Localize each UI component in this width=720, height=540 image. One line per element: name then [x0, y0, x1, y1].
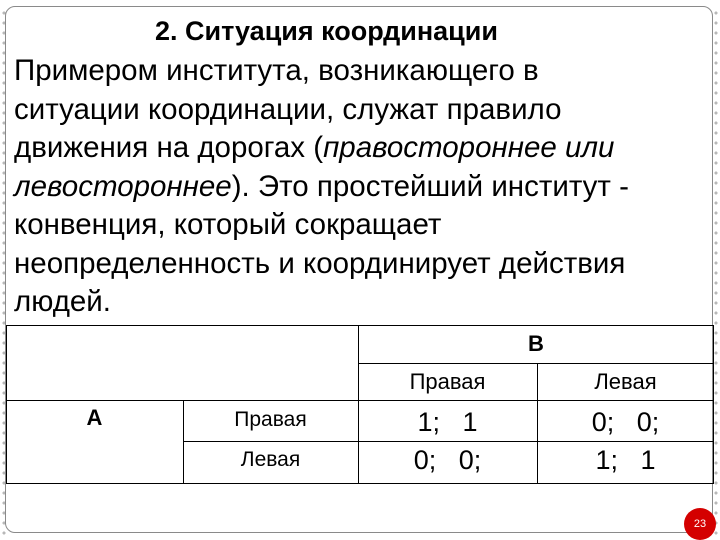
- row-divider-line: [183, 441, 714, 442]
- payoff-left-left: [537, 444, 714, 476]
- slide-paragraph: [14, 52, 712, 322]
- payoff-left-right: [358, 444, 537, 476]
- table-bottom-line: [6, 483, 714, 484]
- table-left-line: [6, 325, 7, 483]
- payoff-b-value: 1: [462, 407, 478, 437]
- table-top-line: [6, 325, 714, 326]
- column-header-right: Правая: [409, 369, 486, 394]
- row-label-right: Правая: [234, 408, 307, 431]
- payoff-a-value: 1;: [595, 445, 618, 475]
- slide-title: 2. Ситуация координации: [155, 16, 498, 46]
- payoff-b-value: 1: [640, 445, 656, 475]
- player-a-label: A: [86, 405, 103, 430]
- column-header-left: Левая: [594, 369, 657, 394]
- row-label-left: Левая: [240, 448, 301, 471]
- payoff-a-value: 0;: [413, 445, 437, 475]
- italic-term-left-hand: левостороннее: [14, 169, 232, 203]
- paragraph-line-6: неопределенность и координирует действия: [14, 246, 626, 280]
- paragraph-line-3: движения на дорогах (: [14, 131, 324, 164]
- paragraph-line-1: Примером института, возникающего в: [14, 54, 539, 87]
- paragraph-line-5: конвенция, который сокращает: [14, 208, 442, 241]
- page-number-badge: 23: [684, 508, 716, 540]
- payoff-b-value: 0;: [636, 407, 660, 437]
- player-b-label: B: [528, 331, 544, 356]
- payoff-a-value: 1;: [417, 407, 440, 437]
- payoff-right-right: [358, 406, 537, 438]
- column-header-bottom-line: [6, 400, 714, 401]
- paragraph-line-7: людей.: [14, 285, 111, 318]
- b-header-bottom-line: [358, 363, 714, 364]
- payoff-b-value: 0;: [458, 445, 482, 475]
- paragraph-line-2: ситуации координации, служат правило: [14, 92, 562, 126]
- payoff-a-value: 0;: [591, 407, 615, 437]
- italic-term-right-hand: правостороннее или: [323, 131, 615, 164]
- payoff-right-left: [537, 406, 714, 438]
- paragraph-line-4: ). Это простейший институт -: [231, 169, 629, 203]
